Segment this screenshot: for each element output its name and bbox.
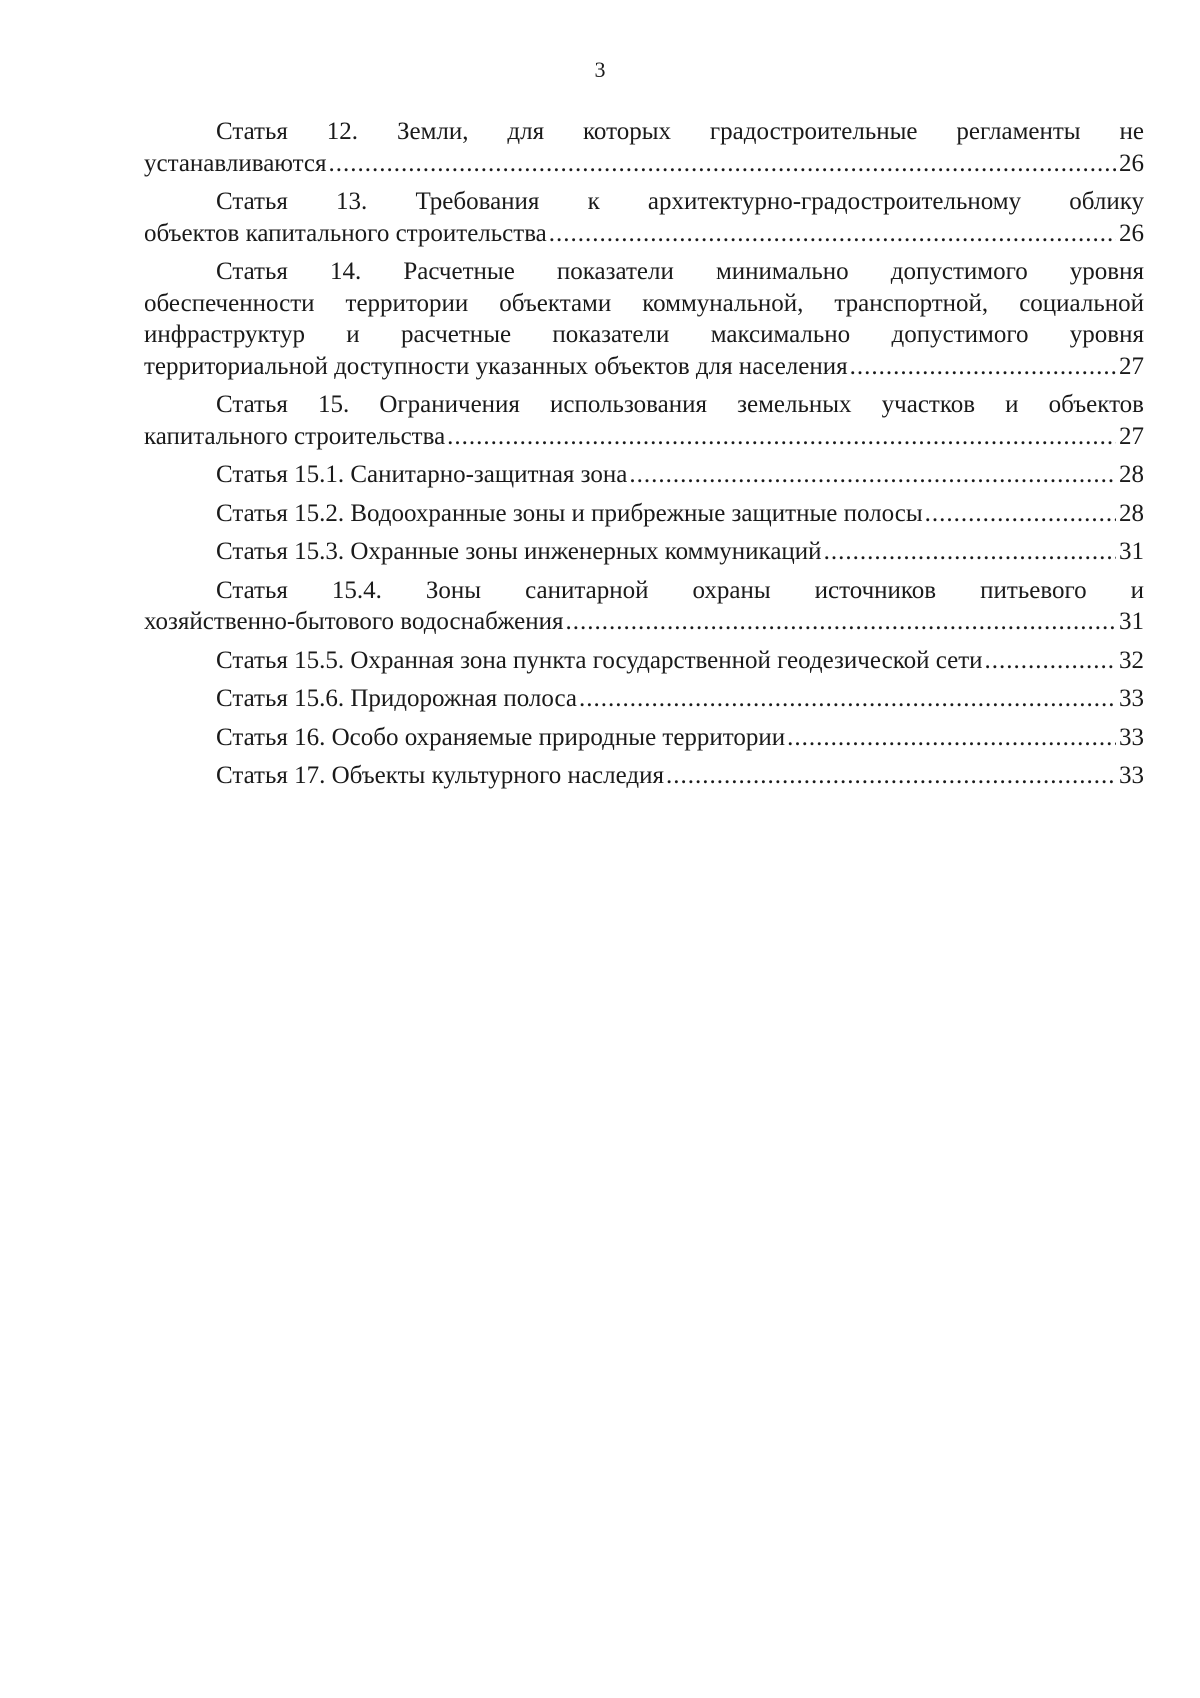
table-of-contents <box>144 116 1144 799</box>
toc-entry-title-end: капитального строительства <box>144 422 446 450</box>
dot-leader <box>549 218 1116 250</box>
toc-entry-title-end: устанавливаются <box>144 149 327 177</box>
toc-entry-title: Статья 13. Требования к архитектурно-градостроительному облику <box>216 188 1144 215</box>
toc-entry-title: Статья 15.5. Охранная зона пункта государственной геодезической сети <box>216 646 983 674</box>
toc-entry-article-15[interactable] <box>144 389 1144 452</box>
toc-entry-title: Статья 15.2. Водоохранные зоны и прибрежные защитные полосы <box>216 499 923 527</box>
toc-page-number: 26 <box>1119 149 1144 177</box>
toc-entry-article-15-1[interactable] <box>144 459 1144 491</box>
dot-leader <box>447 421 1116 453</box>
toc-page-number: 27 <box>1119 422 1144 450</box>
toc-entry-title-continued: обеспеченности территории объектами коммунальной, транспортной, социальной <box>144 289 1144 317</box>
toc-entry-title: Статья 16. Особо охраняемые природные территории <box>216 723 786 751</box>
toc-entry-title: Статья 12. Земли, для которых градостроительные регламенты не <box>216 118 1144 145</box>
dot-leader <box>925 498 1116 530</box>
toc-page-number: 32 <box>1119 646 1144 674</box>
toc-entry-title: Статья 17. Объекты культурного наследия <box>216 762 664 789</box>
dot-leader <box>328 148 1116 180</box>
toc-page-number: 31 <box>1119 608 1144 635</box>
toc-page-number: 28 <box>1119 499 1144 527</box>
dot-leader <box>824 536 1116 568</box>
toc-entry-title-end: хозяйственно-бытового водоснабжения <box>144 608 564 635</box>
toc-entry-title: Статья 15.3. Охранные зоны инженерных коммуникаций <box>216 538 822 565</box>
dot-leader <box>629 459 1116 491</box>
dot-leader <box>666 760 1116 792</box>
toc-entry-title: Статья 15.1. Санитарно-защитная зона <box>216 461 628 488</box>
toc-page-number: 33 <box>1119 762 1144 789</box>
dot-leader <box>566 606 1116 638</box>
toc-entry-article-15-5[interactable] <box>144 645 1144 677</box>
toc-entry-article-14[interactable] <box>144 256 1144 382</box>
toc-entry-title-end: территориальной доступности указанных объектов для населения <box>144 352 848 380</box>
dot-leader <box>850 351 1116 383</box>
toc-entry-article-15-6[interactable] <box>144 683 1144 715</box>
toc-entry-title: Статья 15. Ограничения использования земельных участков и объектов <box>216 391 1144 418</box>
dot-leader <box>787 722 1116 754</box>
toc-page-number: 33 <box>1119 685 1144 712</box>
toc-entry-article-15-4[interactable] <box>144 575 1144 638</box>
toc-entry-title-continued: инфраструктур и расчетные показатели максимально допустимого уровня <box>144 321 1144 348</box>
toc-entry-article-16[interactable] <box>144 722 1144 754</box>
toc-entry-article-12[interactable] <box>144 116 1144 179</box>
toc-entry-article-15-2[interactable] <box>144 498 1144 530</box>
toc-entry-article-15-3[interactable] <box>144 536 1144 568</box>
toc-page-number: 26 <box>1119 219 1144 247</box>
toc-page-number: 33 <box>1119 723 1144 751</box>
toc-entry-title: Статья 15.4. Зоны санитарной охраны источников питьевого и <box>216 576 1144 604</box>
toc-entry-article-13[interactable] <box>144 186 1144 249</box>
dot-leader <box>579 683 1116 715</box>
toc-entry-title-end: объектов капитального строительства <box>144 219 547 247</box>
toc-entry-title: Статья 14. Расчетные показатели минимально допустимого уровня <box>216 258 1144 285</box>
toc-page-number: 31 <box>1119 538 1144 565</box>
toc-entry-title: Статья 15.6. Придорожная полоса <box>216 685 578 712</box>
dot-leader <box>985 645 1116 677</box>
page-number: 3 <box>594 57 606 82</box>
toc-page-number: 27 <box>1119 352 1144 380</box>
toc-page-number: 28 <box>1119 461 1144 488</box>
toc-entry-article-17[interactable] <box>144 760 1144 792</box>
